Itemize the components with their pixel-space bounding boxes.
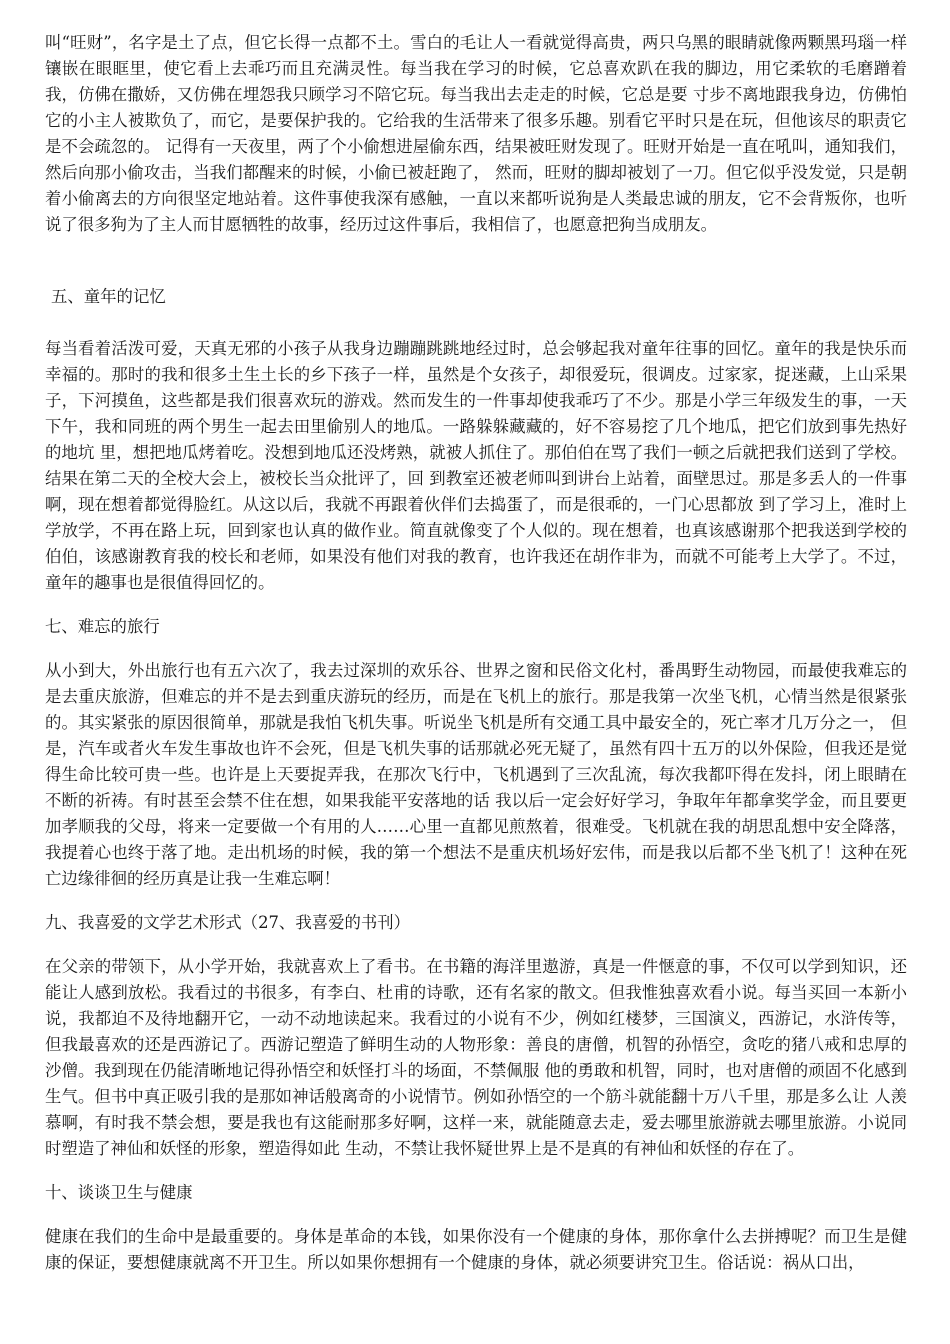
document-page [45,30,907,1276]
section-heading-memorable-trip: 七、难忘的旅行 [45,617,160,636]
paragraph-favorite-literature: 在父亲的带领下，从小学开始，我就喜欢上了看书。在书籍的海洋里遨游，真是一件惬意的事，不仅可以学到知识，还能让人感到放松。我看过的书很多，有李白、杜甫的诗歌，还有名家的散文。但我惟独喜欢看小说。每当买回一本新小说，我都迫不及待地翻开它，一动不动地读起来。我看过的小说有不少，例如红楼梦，三国演义，西游记，水浒传等，但我最喜欢的还是西游记了。西游记塑造了鲜明生动的人物形象：善良的唐僧，机智的孙悟空，贪吃的猪八戒和忠厚的沙僧。我到现在仍能清晰地记得孙悟空和妖怪打斗的场面，不禁佩服 他的勇敢和机智，同时，也对唐僧的顽固不化感到生气。但书中真正吸引我的是那如神话般离奇的小说情节。例如孙悟空的一个筋斗就能翻十万八千里，那是多么让 人羡慕啊，有时我不禁会想，要是我也有这能耐那多好啊，这样一来，就能随意去走，爱去哪里旅游就去哪里旅游。小说同时塑造了神仙和妖怪的形象，塑造得如此 生动，不禁让我怀疑世界上是不是真的有神仙和妖怪的存在了。 [45,957,907,1158]
paragraph-memorable-trip: 从小到大，外出旅行也有五六次了，我去过深圳的欢乐谷、世界之窗和民俗文化村，番禺野生动物园，而最使我难忘的是去重庆旅游，但难忘的并不是去到重庆游玩的经历，而是在飞机上的旅行。那是我第一次坐飞机，心情当然是很紧张的。其实紧张的原因很简单，那就是我怕飞机失事。听说坐飞机是所有交通工具中最安全的，死亡率才几万分之一， 但是，汽车或者火车发生事故也许不会死，但是飞机失事的话那就必死无疑了，虽然有四十五万的以外保险，但我还是觉得生命比较可贵一些。也许是上天要捉弄我，在那次飞行中，飞机遇到了三次乱流，每次我都吓得在发抖，闭上眼睛在不断的祈祷。有时甚至会禁不住在想，如果我能平安落地的话 我以后一定会好好学习，争取年年都拿奖学金，而且要更加孝顺我的父母，将来一定要做一个有用的人……心里一直都见煎熬着，很难受。飞机就在我的胡思乱想中安全降落，我提着心也终于落了地。走出机场的时候，我的第一个想法不是重庆机场好宏伟，而是我以后都不坐飞机了！这种在死亡边缘徘徊的经历真是让我一生难忘啊！ [45,661,907,888]
paragraph-intro: 叫“旺财”，名字是土了点，但它长得一点都不土。雪白的毛让人一看就觉得高贵，两只乌黑的眼睛就像两颗黑玛瑙一样镶嵌在眼眶里，使它看上去乖巧而且充满灵性。每当我在学习的时候，它总喜欢趴在我的脚边，用它柔软的毛磨蹭着我，仿佛在撒娇，又仿佛在埋怨我只顾学习不陪它玩。每当我出去走走的时候，它总是要 寸步不离地跟我身边，仿佛怕它的小主人被欺负了，而它，是要保护我的。它给我的生活带来了很多乐趣。别看它平时只是在玩，但他该尽的职责它是不会疏忽的。 记得有一天夜里，两了个小偷想进屋偷东西，结果被旺财发现了。旺财开始是一直在吼叫，通知我们，然后向那小偷攻击，当我们都醒来的时候，小偷已被赶跑了， 然而，旺财的脚却被划了一刀。但它似乎没发觉，只是朝着小偷离去的方向很坚定地站着。这件事使我深有感触，一直以来都听说狗是人类最忠诚的朋友，它不会背叛你，也听说了很多狗为了主人而甘愿牺牲的故事，经历过这件事后，我相信了，也愿意把狗当成朋友。 [45,33,907,234]
paragraph-childhood-memory: 每当看着活泼可爱，天真无邪的小孩子从我身边蹦蹦跳跳地经过时，总会够起我对童年往事的回忆。童年的我是快乐而幸福的。那时的我和很多土生土长的乡下孩子一样，虽然是个女孩子，却很爱玩，很调皮。过家家，捉迷藏，上山采果子，下河摸鱼，这些都是我们很喜欢玩的游戏。然而发生的一件事却使我乖巧了不少。那是小学三年级发生的事，一天下午，我和同班的两个男生一起去田里偷别人的地瓜。一路躲躲藏藏的，好不容易挖了几个地瓜，把它们放到事先热好的地坑 里，想把地瓜烤着吃。没想到地瓜还没烤熟，就被人抓住了。那伯伯在骂了我们一顿之后就把我们送到了学校。结果在第二天的全校大会上，被校长当众批评了，回 到教室还被老师叫到讲台上站着，面壁思过。那是多丢人的一件事啊，现在想着都觉得脸红。从这以后，我就不再跟着伙伴们去捣蛋了，而是很乖的，一门心思都放 到了学习上，准时上学放学，不再在路上玩，回到家也认真的做作业。简直就像变了个人似的。现在想着，也真该感谢那个把我送到学校的伯伯，该感谢教育我的校长和老师，如果没有他们对我的教育，也许我还在胡作非为，而就不可能考上大学了。不过，童年的趣事也是很值得回忆的。 [45,339,907,592]
section-heading-childhood-memory: 五、童年的记忆 [51,287,166,306]
section-heading-hygiene-health: 十、谈谈卫生与健康 [45,1183,193,1202]
section-heading-favorite-literature: 九、我喜爱的文学艺术形式（27、我喜爱的书刊） [45,913,411,932]
paragraph-hygiene-health: 健康在我们的生命中是最重要的。身体是革命的本钱，如果你没有一个健康的身体，那你拿什么去拼搏呢？而卫生是健康的保证，要想健康就离不开卫生。所以如果你想拥有一个健康的身体，就必须要讲究卫生。俗话说：祸从口出， [45,1227,907,1272]
